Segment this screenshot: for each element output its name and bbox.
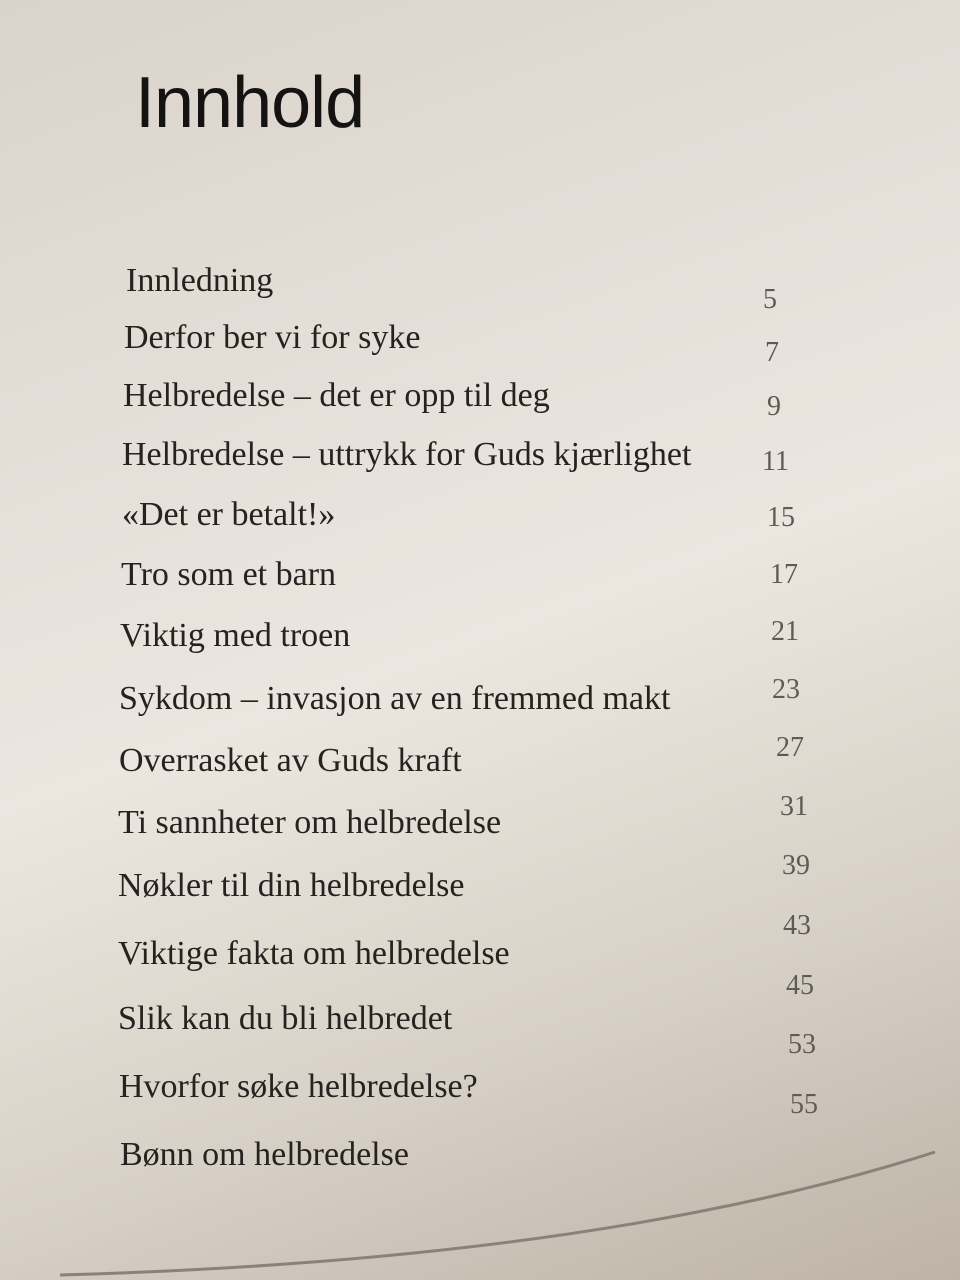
toc-entry-page: 27 (776, 732, 804, 763)
toc-entry-page: 55 (790, 1089, 818, 1120)
toc-entry-page: 53 (788, 1029, 816, 1060)
toc-entry-title: Hvorfor søke helbredelse? (119, 1068, 478, 1105)
toc-entry-page: 11 (762, 446, 789, 477)
toc-entry-title: Overrasket av Guds kraft (119, 742, 462, 779)
toc-entry-title: Tro som et barn (121, 556, 337, 593)
toc-entry-page: 9 (767, 391, 781, 422)
decorative-curve (0, 1130, 960, 1280)
toc-entry-page: 43 (783, 910, 811, 941)
toc-entry-page: 21 (771, 616, 799, 647)
toc-entry-title: Viktig med troen (120, 617, 351, 654)
toc-entry-page: 15 (767, 502, 795, 533)
toc-entry-page: 39 (782, 850, 810, 881)
toc-entry-page: 23 (772, 674, 800, 705)
toc-entry-title: Helbredelse – uttrykk for Guds kjærlighet (122, 436, 692, 473)
toc-entry-title: Nøkler til din helbredelse (118, 867, 465, 904)
toc-entry-title: Sykdom – invasjon av en fremmed makt (119, 680, 671, 717)
toc-entry-page: 7 (765, 337, 779, 368)
toc-entry-title: Helbredelse – det er opp til deg (123, 377, 550, 414)
page-title: Innhold (135, 63, 365, 143)
toc-entry-title: Ti sannheter om helbredelse (118, 804, 502, 841)
toc-entry-title: Derfor ber vi for syke (124, 319, 421, 356)
toc-entry-page: 5 (763, 284, 777, 315)
toc-entry-title: Bønn om helbredelse (120, 1136, 409, 1173)
toc-entry-page: 17 (770, 559, 798, 590)
toc-entry-title: «Det er betalt!» (122, 496, 336, 533)
toc-entry-title: Viktige fakta om helbredelse (118, 935, 510, 972)
toc-entry-page: 31 (780, 791, 808, 822)
toc-entry-title: Innledning (126, 262, 274, 299)
toc-entry-title: Slik kan du bli helbredet (118, 1000, 453, 1037)
toc-entry-page: 45 (786, 970, 814, 1001)
